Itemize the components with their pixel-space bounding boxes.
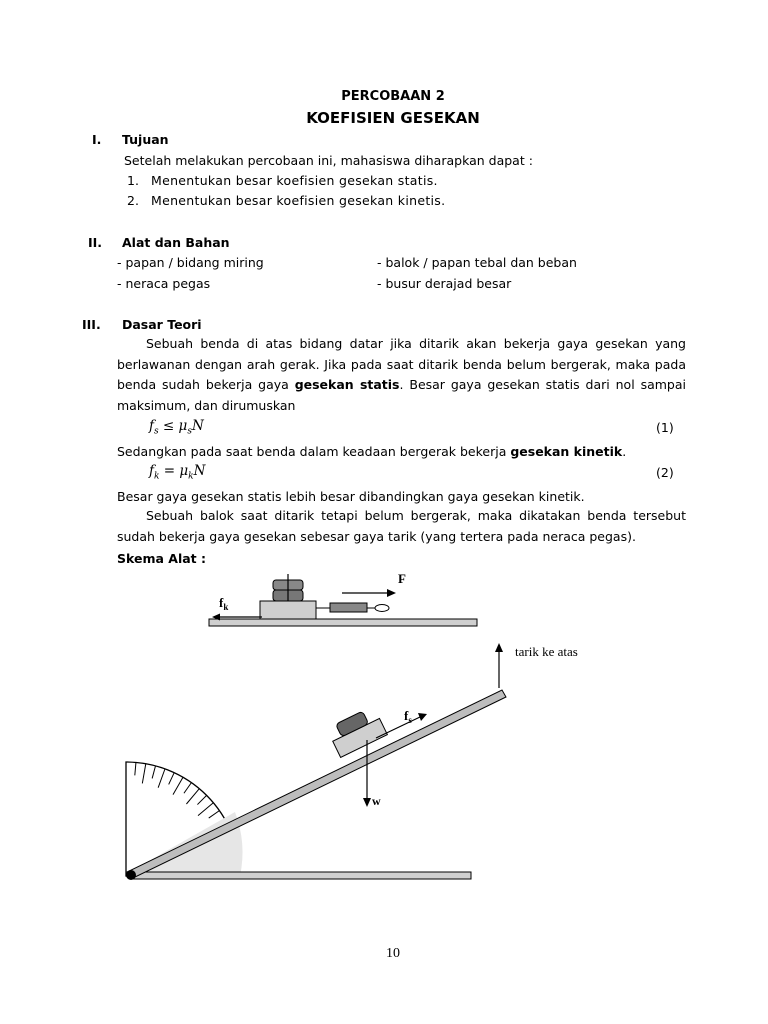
equation-number: (2) xyxy=(656,465,674,480)
pull-up-label: tarik ke atas xyxy=(515,644,578,659)
flat-surface-diagram xyxy=(200,568,490,632)
equation-1: $f_s \le \mu_sN$ xyxy=(149,418,204,437)
theory-paragraph-1 xyxy=(117,334,686,416)
section-2-number: II. xyxy=(88,235,103,250)
section-1-number: I. xyxy=(92,132,102,147)
theory-text: Sebuah benda di atas bidang datar jika ditarik akan bekerja gaya gesekan yang berlawanan dengan arah gerak. Jika pada saat ditarik benda belum bergerak, maka pada benda sudah bekerja gaya xyxy=(117,336,686,392)
list-item-text: Menentukan besar koefisien gesekan kinetis. xyxy=(151,193,446,208)
theory-paragraph-4: Sebuah balok saat ditarik tetapi belum bergerak, maka dikatakan benda tersebut sudah bekerja gaya gesekan sebesar gaya tarik (yang tertera pada neraca pegas). xyxy=(117,508,686,544)
incline-diagram xyxy=(110,640,600,890)
material-item: - busur derajad besar xyxy=(377,276,512,291)
friction-label-fs: $f_s$ xyxy=(404,708,412,725)
base-board xyxy=(130,872,471,879)
list-item-text: Menentukan besar koefisien gesekan statis. xyxy=(151,173,438,188)
friction-label-fk: $f_k$ xyxy=(219,595,229,612)
schema-label: Skema Alat : xyxy=(117,551,206,566)
section-1-intro: Setelah melakukan percobaan ini, mahasiswa diharapkan dapat : xyxy=(124,153,533,168)
weight-label-w: w xyxy=(372,794,381,808)
force-label-F: F xyxy=(398,571,406,586)
flat-surface-board xyxy=(209,619,477,626)
list-item-number: 2. xyxy=(127,193,139,208)
equation-number: (1) xyxy=(656,420,674,435)
pivot xyxy=(126,870,136,880)
page-number: 10 xyxy=(386,946,400,961)
section-2-heading: Alat dan Bahan xyxy=(122,235,230,250)
page-title: KOEFISIEN GESEKAN xyxy=(306,109,480,127)
section-3-heading: Dasar Teori xyxy=(122,317,202,332)
theory-bold-term: gesekan statis xyxy=(294,377,400,392)
material-item: - papan / bidang miring xyxy=(117,255,264,270)
list-item-number: 1. xyxy=(127,173,139,188)
experiment-number: PERCOBAAN 2 xyxy=(341,89,445,104)
section-3-number: III. xyxy=(82,317,101,332)
spring-balance xyxy=(330,603,367,612)
theory-text: . Besar gaya gesekan statis dari nol sampai maksimum, dan dirumuskan xyxy=(117,377,686,413)
material-item: - balok / papan tebal dan beban xyxy=(377,255,577,270)
material-item: - neraca pegas xyxy=(117,276,211,291)
block xyxy=(260,601,316,619)
equation-2: $f_k = \mu_kN$ xyxy=(149,463,206,482)
theory-paragraph-3: Besar gaya gesekan statis lebih besar dibandingkan gaya gesekan kinetik. xyxy=(117,489,585,504)
spring-hook xyxy=(375,605,389,612)
section-1-heading: Tujuan xyxy=(122,132,169,147)
theory-paragraph-2: Sedangkan pada saat benda dalam keadaan bergerak bekerja gesekan kinetik. xyxy=(117,444,627,459)
